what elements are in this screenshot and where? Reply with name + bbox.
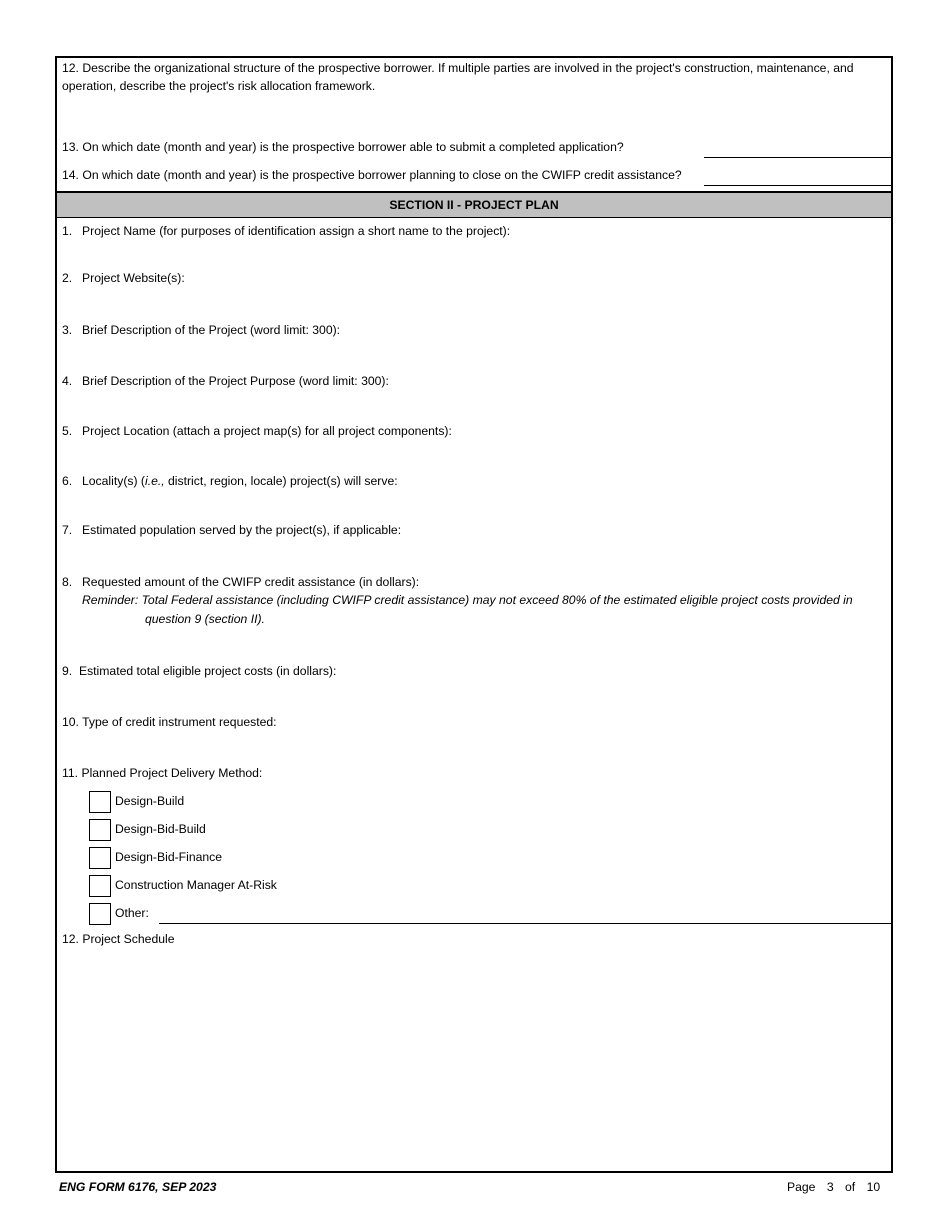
other-method-field[interactable] [159, 923, 891, 924]
option-label-design-build: Design-Build [115, 794, 185, 808]
question-14-closing-date: 14. On which date (month and year) is the prospective borrower planning to close on the CWIFP credit assistance? [62, 168, 682, 182]
page-number: Page 3 of 10 [787, 1180, 881, 1194]
question-6-locality: 6. Locality(s) (i.e., district, region, locale) project(s) will serve: [62, 474, 398, 488]
form-page [55, 56, 893, 1173]
question-5-project-location: 5. Project Location (attach a project map(s) for all project components): [62, 424, 452, 438]
question-13-application-date: 13. On which date (month and year) is the prospective borrower able to submit a completed application? [62, 140, 624, 154]
checkbox-design-bid-finance[interactable] [89, 847, 111, 869]
section-ii-header: SECTION II - PROJECT PLAN [57, 191, 891, 218]
reminder-note-line-2: question 9 (section II). [145, 612, 265, 626]
question-12-project-schedule: 12. Project Schedule [62, 932, 175, 946]
question-11-delivery-method: 11. Planned Project Delivery Method: [62, 766, 263, 780]
application-date-field[interactable] [704, 157, 891, 158]
checkbox-design-build[interactable] [89, 791, 111, 813]
question-9-eligible-costs: 9. Estimated total eligible project costs (in dollars): [62, 664, 337, 678]
question-8-requested-amount: 8. Requested amount of the CWIFP credit assistance (in dollars): [62, 575, 420, 589]
checkbox-construction-manager-at-risk[interactable] [89, 875, 111, 897]
question-10-credit-instrument: 10. Type of credit instrument requested: [62, 715, 277, 729]
option-label-construction-manager-at-risk: Construction Manager At-Risk [115, 878, 277, 892]
form-identifier: ENG FORM 6176, SEP 2023 [59, 1180, 217, 1194]
option-label-other: Other: [115, 906, 149, 920]
question-2-project-website: 2. Project Website(s): [62, 271, 185, 285]
question-7-population-served: 7. Estimated population served by the project(s), if applicable: [62, 523, 402, 537]
option-label-design-bid-build: Design-Bid-Build [115, 822, 206, 836]
closing-date-field[interactable] [704, 185, 891, 186]
checkbox-design-bid-build[interactable] [89, 819, 111, 841]
question-4-project-purpose: 4. Brief Description of the Project Purpose (word limit: 300): [62, 374, 389, 388]
question-12-organizational-structure: 12. Describe the organizational structure of the prospective borrower. If multiple parties are involved in the project's construction, maintenance, and operation, describe the project's risk allocation framework. [62, 61, 854, 93]
question-3-project-description: 3. Brief Description of the Project (word limit: 300): [62, 323, 341, 337]
reminder-note-line-1: Reminder: Total Federal assistance (including CWIFP credit assistance) may not exceed 80% of the estimated eligible project costs provided in [82, 593, 853, 607]
option-label-design-bid-finance: Design-Bid-Finance [115, 850, 223, 864]
question-1-project-name: 1. Project Name (for purposes of identification assign a short name to the project): [62, 224, 511, 238]
checkbox-other[interactable] [89, 903, 111, 925]
